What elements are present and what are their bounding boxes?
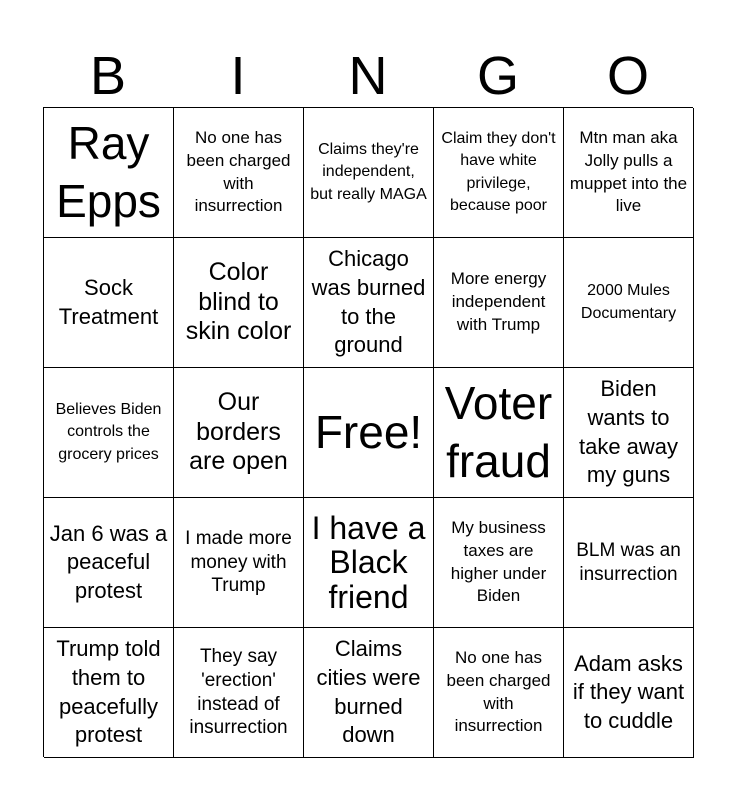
header-letter-g: G xyxy=(476,46,519,106)
bingo-cell-r2c1[interactable] xyxy=(44,238,174,368)
bingo-header xyxy=(43,44,693,108)
bingo-cell-r1c5[interactable] xyxy=(564,108,694,238)
cell-text: No one has been charged with insurrection xyxy=(186,127,291,216)
bingo-cell-r4c4[interactable] xyxy=(434,498,564,628)
cell-text: My business taxes are higher under Biden xyxy=(450,517,547,606)
free-space-text: Free! xyxy=(314,405,423,458)
cell-text: Claims they're independent, but really MAGA xyxy=(310,140,427,203)
bingo-cell-r1c3[interactable] xyxy=(304,108,434,238)
cell-text: Believes Biden controls the grocery prices xyxy=(55,400,162,463)
header-letter-n: N xyxy=(348,46,388,106)
cell-text: Ray Epps xyxy=(56,117,161,227)
cell-text: Color blind to skin color xyxy=(185,258,292,346)
bingo-cell-r5c5[interactable] xyxy=(564,628,694,758)
cell-text: I made more money with Trump xyxy=(185,527,292,597)
bingo-cell-r4c5[interactable] xyxy=(564,498,694,628)
bingo-cell-r2c5[interactable] xyxy=(564,238,694,368)
bingo-cell-r3c2[interactable] xyxy=(174,368,304,498)
cell-text: Chicago was burned to the ground xyxy=(311,246,426,358)
cell-text: Trump told them to peacefully protest xyxy=(56,636,161,748)
bingo-cell-r4c1[interactable] xyxy=(44,498,174,628)
bingo-cell-r2c2[interactable] xyxy=(174,238,304,368)
bingo-board xyxy=(43,107,693,757)
cell-text: Sock Treatment xyxy=(58,274,159,329)
header-letter-b: B xyxy=(89,46,127,106)
bingo-cell-r2c4[interactable] xyxy=(434,238,564,368)
bingo-cell-r3c5[interactable] xyxy=(564,368,694,498)
cell-text: Adam asks if they want to cuddle xyxy=(572,650,685,733)
bingo-cell-r3c4[interactable] xyxy=(434,368,564,498)
cell-text: Mtn man aka Jolly pulls a muppet into the live xyxy=(569,127,688,216)
cell-text: 2000 Mules Documentary xyxy=(580,282,677,322)
bingo-cell-r5c3[interactable] xyxy=(304,628,434,758)
bingo-cell-r3c1[interactable] xyxy=(44,368,174,498)
cell-text: No one has been charged with insurrection xyxy=(446,647,551,736)
bingo-cell-r5c1[interactable] xyxy=(44,628,174,758)
bingo-cell-r1c1[interactable] xyxy=(44,108,174,238)
cell-text: More energy independent with Trump xyxy=(450,269,547,334)
cell-text: Jan 6 was a peaceful protest xyxy=(49,520,168,603)
header-letter-o: O xyxy=(606,46,649,106)
cell-text: Voter fraud xyxy=(444,377,553,487)
cell-text: I have a Black friend xyxy=(311,509,426,615)
bingo-cell-r2c3[interactable] xyxy=(304,238,434,368)
cell-text: Claim they don't have white privilege, because poor xyxy=(441,129,556,214)
bingo-cell-r1c2[interactable] xyxy=(174,108,304,238)
cell-text: Our borders are open xyxy=(189,388,288,476)
cell-text: BLM was an insurrection xyxy=(576,539,681,585)
bingo-cell-r4c2[interactable] xyxy=(174,498,304,628)
cell-text: Claims cities were burned down xyxy=(316,636,421,748)
cell-text: They say 'erection' instead of insurrection xyxy=(189,646,288,739)
bingo-cell-r5c2[interactable] xyxy=(174,628,304,758)
bingo-cell-r4c3[interactable] xyxy=(304,498,434,628)
header-letter-i: I xyxy=(230,46,246,106)
bingo-cell-r1c4[interactable] xyxy=(434,108,564,238)
bingo-cell-r5c4[interactable] xyxy=(434,628,564,758)
cell-text: Biden wants to take away my guns xyxy=(578,376,679,488)
bingo-cell-r3c3-free[interactable] xyxy=(304,368,434,498)
